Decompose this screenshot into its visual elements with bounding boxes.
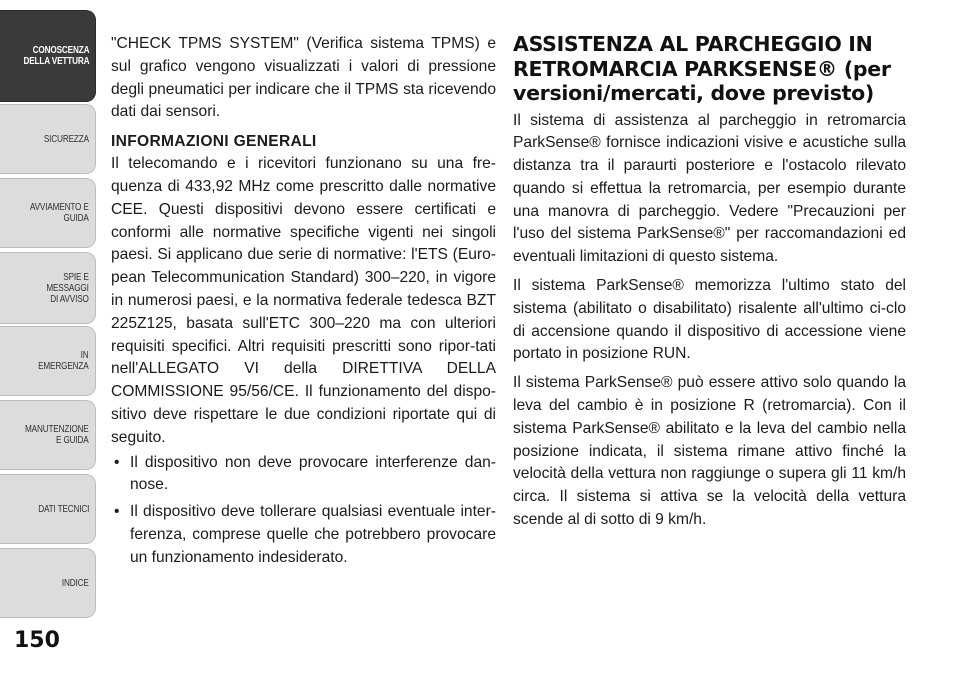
- section-heading: INFORMAZIONI GENERALI: [111, 133, 317, 151]
- section-title: ASSISTENZA AL PARCHEGGIO IN RETROMARCIA PARKSENSE® (per versioni/mercati, dove previsto): [513, 32, 891, 105]
- tab-label: SPIE E MESSAGGI DI AVVISO: [46, 271, 89, 305]
- tab-label: AVVIAMENTO E GUIDA: [30, 202, 89, 224]
- tab-spie-e-messaggi[interactable]: [0, 252, 96, 324]
- bullet-icon: •: [114, 503, 120, 521]
- tab-avviamento-e-guida[interactable]: [0, 178, 96, 248]
- tab-label: DATI TECNICI: [37, 503, 89, 515]
- tab-conoscenza-della-vettura[interactable]: [0, 10, 96, 102]
- intro-paragraph: "CHECK TPMS SYSTEM" (Verifica sistema TPMS) e sul grafico vengono visualizzati i valori di pressione degli pneumatici per indicare che il TPMS sta ricevendo dati dai sensori.: [111, 35, 496, 121]
- list-item: [111, 501, 496, 569]
- tab-label: MANUTENZIONE E GUIDA: [25, 424, 89, 446]
- tab-label: SICUREZZA: [44, 133, 89, 145]
- body-paragraph: Il sistema ParkSense® può essere attivo solo quando la leva del cambio è in posizione R (retromarcia). Con il sistema ParkSense® abilitato e la leva del cambio nella posizione indicata, il sistema rimane attivo finché la velocità della vettura non raggiunge o supera gli 11 km/h circa. Il sistema si attiva se la velocità della vettura scende al di sotto di 9 km/h.: [513, 374, 906, 529]
- tab-in-emergenza[interactable]: [0, 326, 96, 396]
- list-item-text: Il dispositivo non deve provocare interferenze dan-nose.: [130, 453, 496, 494]
- body-paragraph: Il sistema ParkSense® memorizza l'ultimo stato del sistema (abilitato o disabilitato) risalente all'ultimo ci-clo di accensione quando il dispositivo di accessione viene portato in posizione RUN.: [513, 277, 906, 363]
- section-tab-sidebar: [0, 0, 97, 620]
- tab-label: IN EMERGENZA: [38, 350, 89, 372]
- tab-indice[interactable]: [0, 548, 96, 618]
- left-column: [111, 33, 496, 574]
- tab-manutenzione-e-guida[interactable]: [0, 400, 96, 470]
- bullet-icon: •: [114, 453, 120, 471]
- tab-label: CONOSCENZA DELLA VETTURA: [23, 45, 89, 67]
- list-item-text: Il dispositivo deve tollerare qualsiasi eventuale inter-ferenza, comprese quelle che potrebbero provocare un funzionamento indesiderato.: [130, 503, 496, 566]
- right-column: [513, 32, 906, 538]
- body-paragraph: Il telecomando e i ricevitori funzionano su una fre-quenza di 433,92 MHz come prescritto dalle normative CEE. Questi dispositivi devono essere certificati e conformi alle normative specifiche vigenti nei singoli paesi. Si applicano due serie di normative: l'ETS (Euro-pean Telecommunication Standard) 300–220, in vigore in numerosi paesi, e la normativa federale tedesca BZT 225Z125, basata sull'ETC 300–220 ma con ulteriori requisiti specifici. Altri requisiti prescritti sono ripor-tati nell'ALLEGATO VI della DIRETTIVA DELLA COMMISSIONE 95/56/CE. Il funzionamento del dispo-sitivo deve rispettare le due condizioni riportate qui di seguito.: [111, 155, 496, 446]
- tab-label: INDICE: [62, 577, 89, 589]
- list-item: [111, 452, 496, 498]
- tab-sicurezza[interactable]: [0, 104, 96, 174]
- page-number: 150: [14, 628, 60, 653]
- tab-dati-tecnici[interactable]: [0, 474, 96, 544]
- body-paragraph: Il sistema di assistenza al parcheggio in retromarcia ParkSense® fornisce indicazioni visive e acustiche sulla distanza tra il paraurti posteriore e l'ostacolo rilevato quando si effettua la retromarcia, per esempio durante una manovra di parcheggio. Vedere "Precauzioni per l'uso del sistema ParkSense®" per raccomandazioni ed eventuali limitazioni di questo sistema.: [513, 111, 906, 266]
